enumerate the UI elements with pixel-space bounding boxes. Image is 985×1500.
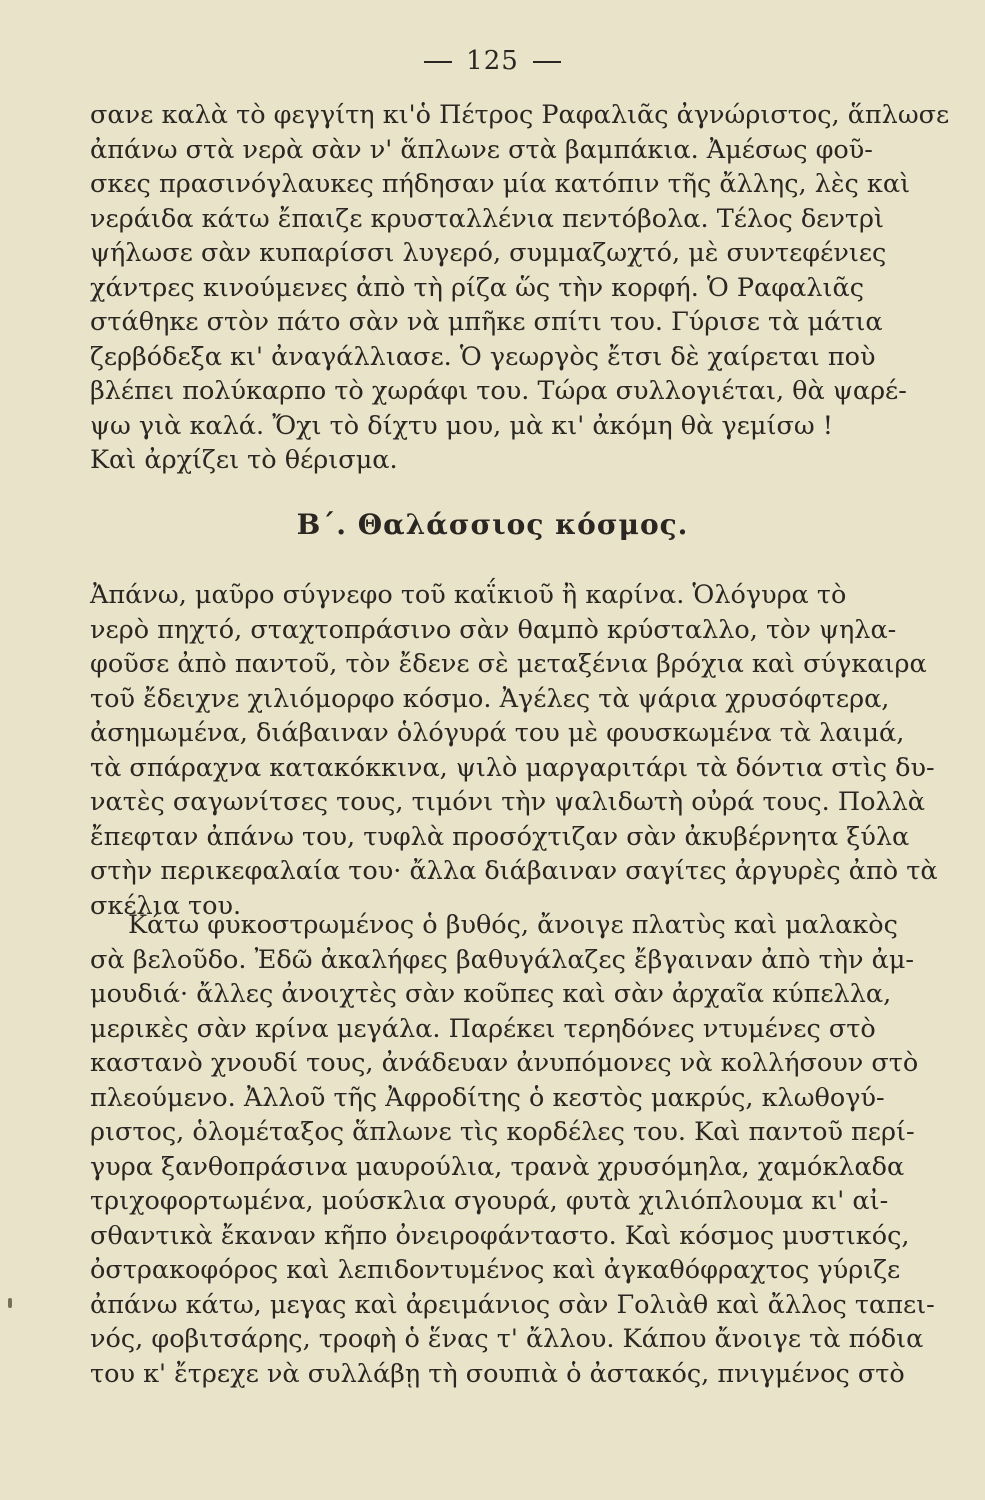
text-line: ἀσημωμένα, διάβαιναν ὁλόγυρά του μὲ φουσκωμένα τὰ λαιμά,	[90, 718, 905, 748]
text-line: χάντρες κινούμενες ἀπὸ τὴ ρίζα ὥς τὴν κορφή. Ὁ Ραφαλιᾶς	[90, 272, 865, 303]
text-line: νός, φοβιτσάρης, τροφὴ ὁ ἕνας τ' ἄλλου. Κάπου ἄνοιγε τὰ πόδια	[90, 1324, 924, 1354]
text-line: φοῦσε ἀπὸ παντοῦ, τὸν ἔδενε σὲ μεταξένια βρόχια καὶ σύγκαιρα	[90, 649, 927, 679]
paragraph	[90, 578, 938, 923]
text-line: τὰ σπάραχνα κατακόκκινα, ψιλὸ μαργαριτάρι τὰ δόντια στὶς δυ-	[90, 752, 935, 783]
text-line: νατὲς σαγωνίτσες τους, τιμόνι τὴν ψαλιδωτὴ οὐρά τους. Πολλὰ	[90, 787, 926, 817]
page-number-dash-right	[533, 61, 561, 63]
text-line: σκέλια του.	[90, 890, 242, 921]
text-line: τριχοφορτωμένα, μούσκλια σγουρά, φυτὰ χιλιόπλουμα κι' αἰ-	[90, 1186, 889, 1216]
text-line: σκες πρασινόγλαυκες πήδησαν μία κατόπιν τῆς ἄλλης, λὲς καὶ	[90, 169, 911, 199]
text-line: ἀπάνω κάτω, μεγας καὶ ἀρειμάνιος σὰν Γολιὰθ καὶ ἄλλος ταπει-	[90, 1289, 935, 1320]
text-line: μουδιά· ἄλλες ἀνοιχτὲς σὰν κοῦπες καὶ σὰν ἀρχαῖα κύπελλα,	[90, 979, 892, 1009]
binding-edge-mark	[8, 1298, 12, 1308]
paragraph	[90, 908, 935, 1391]
page-number	[0, 46, 985, 76]
text-line: ζερβόδεξα κι' ἀναγάλλιασε. Ὁ γεωργὸς ἔτσι δὲ χαίρεται ποὺ	[90, 341, 876, 372]
text-line: στάθηκε στὸν πάτο σὰν νὰ μπῆκε σπίτι του. Γύρισε τὰ μάτια	[90, 307, 883, 337]
text-line: ἔπεφταν ἀπάνω του, τυφλὰ προσόχτιζαν σὰν ἀκυβέρνητα ξύλα	[90, 821, 910, 852]
text-line: τοῦ ἔδειχνε χιλιόμορφο κόσμο. Ἀγέλες τὰ ψάρια χρυσόφτερα,	[90, 683, 890, 714]
text-line: στὴν περικεφαλαία του· ἄλλα διάβαιναν σαγίτες ἀργυρὲς ἀπὸ τὰ	[90, 856, 938, 886]
text-line: νερὸ πηχτό, σταχτοπράσινο σὰν θαμπὸ κρύσταλλο, τὸν ψηλα-	[90, 614, 897, 645]
text-line: Ἀπάνω, μαῦρο σύγνεφο τοῦ καΐκιοῦ ἢ καρίνα. Ὁλόγυρα τὸ	[90, 580, 847, 610]
text-line: ὀστρακοφόρος καὶ λεπιδοντυμένος καὶ ἀγκαθόφραχτος γύριζε	[90, 1255, 901, 1285]
text-line: μερικὲς σὰν κρίνα μεγάλα. Παρέκει τερηδόνες ντυμένες στὸ	[90, 1013, 876, 1044]
text-line: σθαντικὰ ἔκαναν κῆπο ὀνειροφάνταστο. Καὶ κόσμος μυστικός,	[90, 1220, 910, 1251]
text-line: του κ' ἔτρεχε νὰ συλλάβῃ τὴ σουπιὰ ὁ ἀστακός, πνιγμένος στὸ	[90, 1358, 905, 1389]
text-line: καστανὸ χνουδί τους, ἀνάδευαν ἀνυπόμονες νὰ κολλήσουν στὸ	[90, 1048, 919, 1078]
text-line: Κάτω φυκοστρωμένος ὁ βυθός, ἄνοιγε πλατὺς καὶ μαλακὸς	[128, 910, 898, 940]
text-line: ριστος, ὁλομέταξος ἅπλωνε τὶς κορδέλες του. Καὶ παντοῦ περί-	[90, 1117, 915, 1147]
text-line: νεράιδα κάτω ἔπαιζε κρυσταλλένια πεντόβολα. Τέλος δεντρὶ	[90, 203, 884, 234]
text-line: Καὶ ἀρχίζει τὸ θέρισμα.	[90, 445, 398, 475]
paragraph-continued	[90, 98, 950, 478]
text-line: σανε καλὰ τὸ φεγγίτη κι'ὁ Πέτρος Ραφαλιᾶς ἀγνώριστος, ἅπλωσε	[90, 100, 950, 130]
text-line: γυρα ξανθοπράσινα μαυρούλια, τρανὰ χρυσόμηλα, χαμόκλαδα	[90, 1151, 905, 1182]
section-heading: Β΄. Θαλάσσιος κόσμος.	[296, 508, 689, 541]
text-line: ψω γιὰ καλά. Ὄχι τὸ δίχτυ μου, μὰ κι' ἀκόμη θὰ γεμίσω !	[90, 410, 834, 441]
text-line: βλέπει πολύκαρπο τὸ χωράφι του. Τώρα συλλογιέται, θὰ ψαρέ-	[90, 376, 907, 406]
text-line: πλεούμενο. Ἀλλοῦ τῆς Ἀφροδίτης ὁ κεστὸς μακρύς, κλωθογύ-	[90, 1082, 885, 1113]
page-number-text: 125	[466, 46, 519, 76]
text-line: ψήλωσε σὰν κυπαρίσσι λυγερό, συμμαζωχτό, μὲ συντεφένιες	[90, 238, 887, 268]
page-number-dash-left	[424, 61, 452, 63]
text-line: σὰ βελοῦδο. Ἐδῶ ἀκαλήφες βαθυγάλαζες ἔβγαιναν ἀπὸ τὴν ἀμ-	[90, 944, 915, 975]
text-line: ἀπάνω στὰ νερὰ σὰν ν' ἅπλωνε στὰ βαμπάκια. Ἀμέσως φοῦ-	[90, 134, 873, 165]
